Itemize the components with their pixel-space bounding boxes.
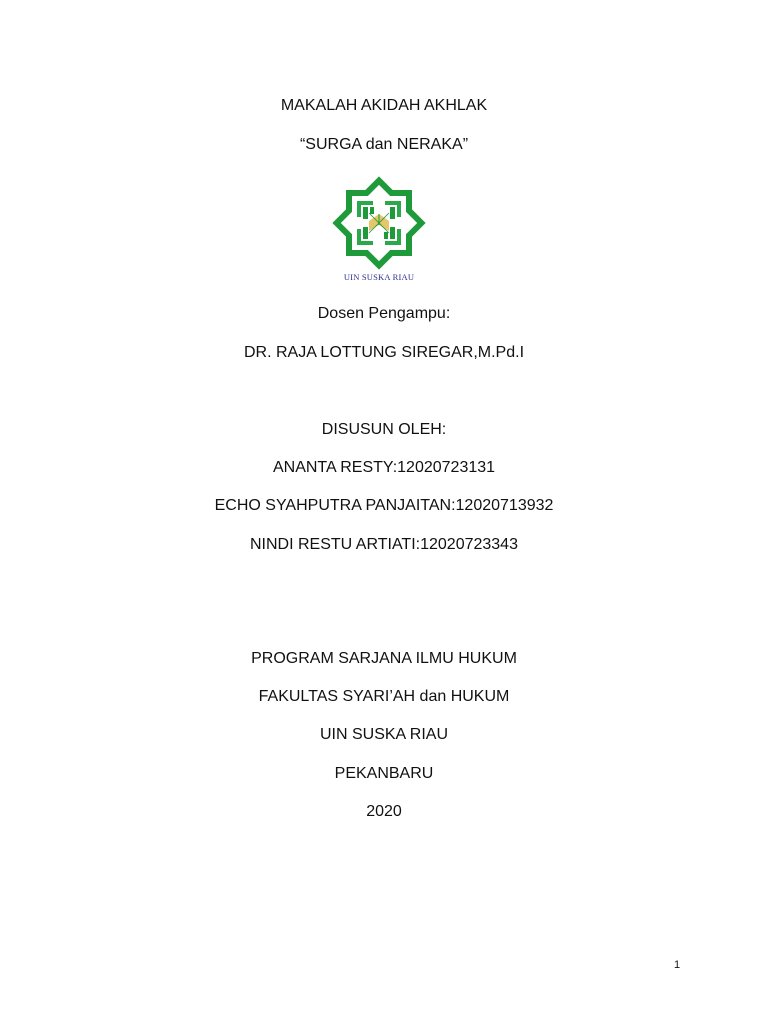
logo-caption: UIN SUSKA RIAU xyxy=(343,272,415,282)
document-title: MAKALAH AKIDAH AKHLAK xyxy=(280,97,488,114)
authors-heading: DISUSUN OLEH: xyxy=(321,421,447,438)
lecturer-name: DR. RAJA LOTTUNG SIREGAR,M.Pd.I xyxy=(243,344,525,361)
faculty-name: FAKULTAS SYARI’AH dan HUKUM xyxy=(258,688,510,705)
university-logo xyxy=(330,176,428,288)
author-item: ANANTA RESTY:12020723131 xyxy=(272,459,496,476)
author-item: ECHO SYAHPUTRA PANJAITAN:12020713932 xyxy=(214,497,554,514)
city-name: PEKANBARU xyxy=(334,765,434,782)
document-subtitle: “SURGA dan NERAKA” xyxy=(299,136,469,153)
author-item: NINDI RESTU ARTIATI:12020723343 xyxy=(250,536,518,553)
uin-suska-emblem-icon xyxy=(330,176,428,272)
program-name: PROGRAM SARJANA ILMU HUKUM xyxy=(251,650,517,667)
university-name: UIN SUSKA RIAU xyxy=(319,726,449,743)
page-number: 1 xyxy=(673,959,681,971)
year: 2020 xyxy=(366,803,402,820)
lecturer-heading: Dosen Pengampu: xyxy=(317,305,451,322)
